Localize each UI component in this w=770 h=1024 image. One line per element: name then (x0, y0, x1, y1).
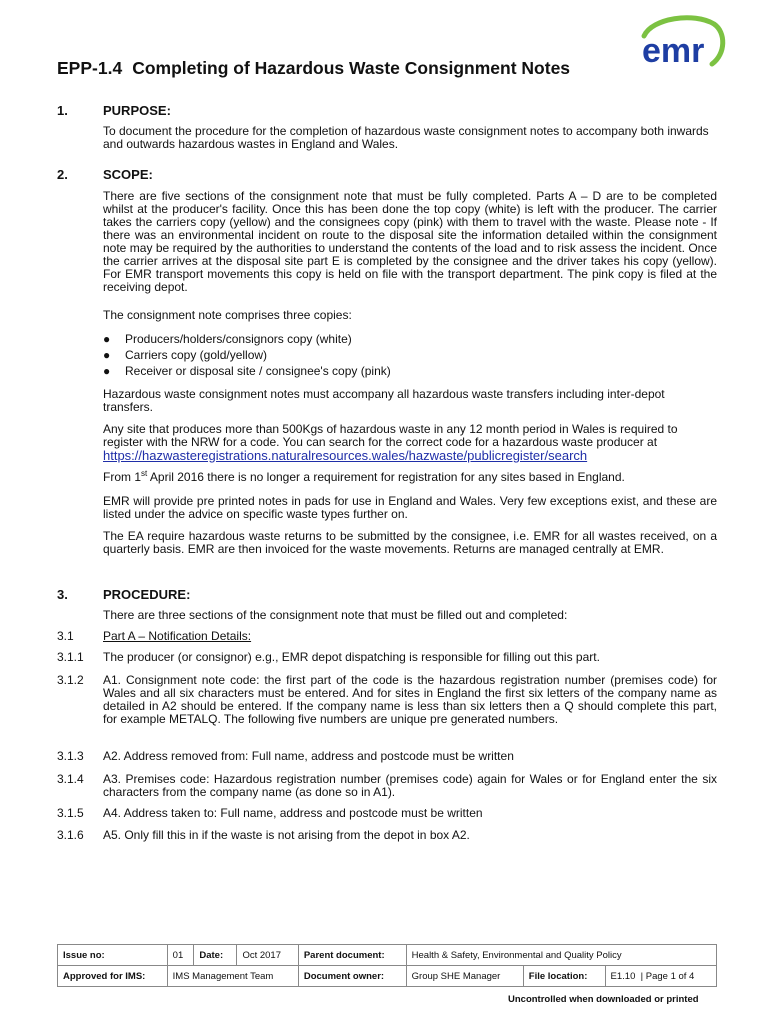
copies-list (103, 331, 391, 379)
document-title-text: Completing of Hazardous Waste Consignment Notes (132, 58, 571, 78)
file-location-text: E1.10 (610, 970, 636, 982)
item-number: 3.1.2 (57, 673, 84, 687)
file-location-label: File location: (523, 966, 605, 987)
item-number: 3.1.6 (57, 828, 84, 842)
parent-document-label: Parent document: (298, 945, 406, 966)
approved-label: Approved for IMS: (58, 966, 168, 987)
scope-paragraph-3: Hazardous waste consignment notes must accompany all hazardous waste transfers including inter-depot transfers. (103, 387, 665, 414)
bullet-icon: ● (103, 364, 111, 378)
document-control-table (57, 944, 717, 987)
text-fragment: From 1 (103, 470, 142, 484)
item-number: 3.1 (57, 629, 74, 643)
section-number: 1. (57, 103, 68, 118)
item-number: 3.1.4 (57, 772, 84, 786)
public-register-link[interactable]: https://hazwasteregistrations.naturalresources.wales/hazwaste/publicregister/search (103, 448, 588, 463)
scope-paragraph-6: EMR will provide pre printed notes in pads for use in England and Wales. Very few exceptions exist, and these are listed under the advice on specific waste types further on. (103, 494, 717, 521)
item-text: A5. Only fill this in if the waste is not arising from the depot in box A2. (103, 828, 470, 842)
scope-paragraph-1: There are five sections of the consignment note that must be fully completed. Parts A – D are to be completed whilst at the producer's facility. Once this has been done the top copy (white) is left with the producer. The carrier takes the carriers copy (yellow) and the consignees copy (pink) with them to travel with the waste. Please note - If there was an environmental incident on route to the disposal site the information detailed within the consignment note may be required by the authorities to understand the contents of the load and to risk assess the incident. Once the carrier arrives at the disposal site part E is completed by the consignee and the driver takes his copy (yellow). For EMR transport movements this copy is held on file with the transport department. The pink copy is filed at the receiving depot. (103, 189, 717, 294)
section-number: 3. (57, 587, 68, 602)
item-number: 3.1.5 (57, 806, 84, 820)
bullet-icon: ● (103, 348, 111, 362)
text-fragment: April 2016 there is no longer a requirement for registration for any sites based in England. (147, 470, 625, 484)
approved-value: IMS Management Team (167, 966, 298, 987)
superscript: st (141, 469, 148, 478)
item-text: A4. Address taken to: Full name, address and postcode must be written (103, 806, 483, 820)
item-number: 3.1.1 (57, 650, 84, 664)
uncontrolled-notice: Uncontrolled when downloaded or printed (508, 994, 699, 1005)
list-item-text: Receiver or disposal site / consignee's copy (pink) (125, 364, 391, 378)
list-item (103, 331, 391, 347)
bullet-icon: ● (103, 332, 111, 346)
item-text: A2. Address removed from: Full name, address and postcode must be written (103, 749, 514, 763)
date-label: Date: (194, 945, 237, 966)
registration-text: Any site that produces more than 500Kgs of hazardous waste in any 12 month period in Wales is required to register with the NRW for a code. You can search for the correct code for a hazardous waste producer at (103, 422, 678, 449)
section-heading: SCOPE: (103, 167, 153, 182)
item-number: 3.1.3 (57, 749, 84, 763)
file-location-value: E1.10 | Page 1 of 4 (605, 966, 716, 987)
scope-paragraph-5 (103, 471, 717, 484)
issue-label: Issue no: (58, 945, 168, 966)
purpose-text: To document the procedure for the completion of hazardous waste consignment notes to accompany both inwards and outwards hazardous wastes in England and Wales. (103, 124, 709, 151)
item-text: A1. Consignment note code: the first part of the code is the hazardous registration number (premises code) for Wales and all six characters must be entered. And for sites in England the first six letters of the company name as detailed in A2 should be entered. If the company name is less than six letters then a Q should complete this part, for example METALQ. The following five numbers are unique pre generated numbers. (103, 673, 717, 726)
item-text: Part A – Notification Details: (103, 629, 252, 643)
scope-paragraph-7: The EA require hazardous waste returns to be submitted by the consignee, i.e. EMR for all wastes received, on a quarterly basis. EMR are then invoiced for the waste movements. Returns are managed centrally at EMR. (103, 529, 717, 556)
document-code: EPP-1.4 (57, 58, 123, 78)
list-item-text: Carriers copy (gold/yellow) (125, 348, 268, 362)
section-heading: PURPOSE: (103, 103, 171, 118)
date-value: Oct 2017 (237, 945, 298, 966)
parent-document-value: Health & Safety, Environmental and Quality Policy (406, 945, 716, 966)
item-text: A3. Premises code: Hazardous registration number (premises code) again for Wales or for England enter the six characters from the company name (as done so in A1). (103, 772, 717, 799)
logo-text: emr (642, 32, 705, 70)
list-item (103, 363, 391, 379)
scope-paragraph-4 (103, 423, 717, 463)
page-number: Page 1 of 4 (645, 970, 695, 982)
section-heading: PROCEDURE: (103, 587, 191, 602)
owner-value: Group SHE Manager (406, 966, 523, 987)
emr-logo (634, 14, 726, 72)
document-title (57, 58, 570, 79)
list-item-text: Producers/holders/consignors copy (white) (125, 332, 352, 346)
scope-paragraph-2: The consignment note comprises three copies: (103, 308, 352, 322)
list-item (103, 347, 391, 363)
procedure-intro: There are three sections of the consignment note that must be filled out and completed: (103, 608, 568, 622)
owner-label: Document owner: (298, 966, 406, 987)
section-number: 2. (57, 167, 68, 182)
issue-value: 01 (167, 945, 194, 966)
item-text: The producer (or consignor) e.g., EMR depot dispatching is responsible for filling out this part. (103, 650, 600, 664)
